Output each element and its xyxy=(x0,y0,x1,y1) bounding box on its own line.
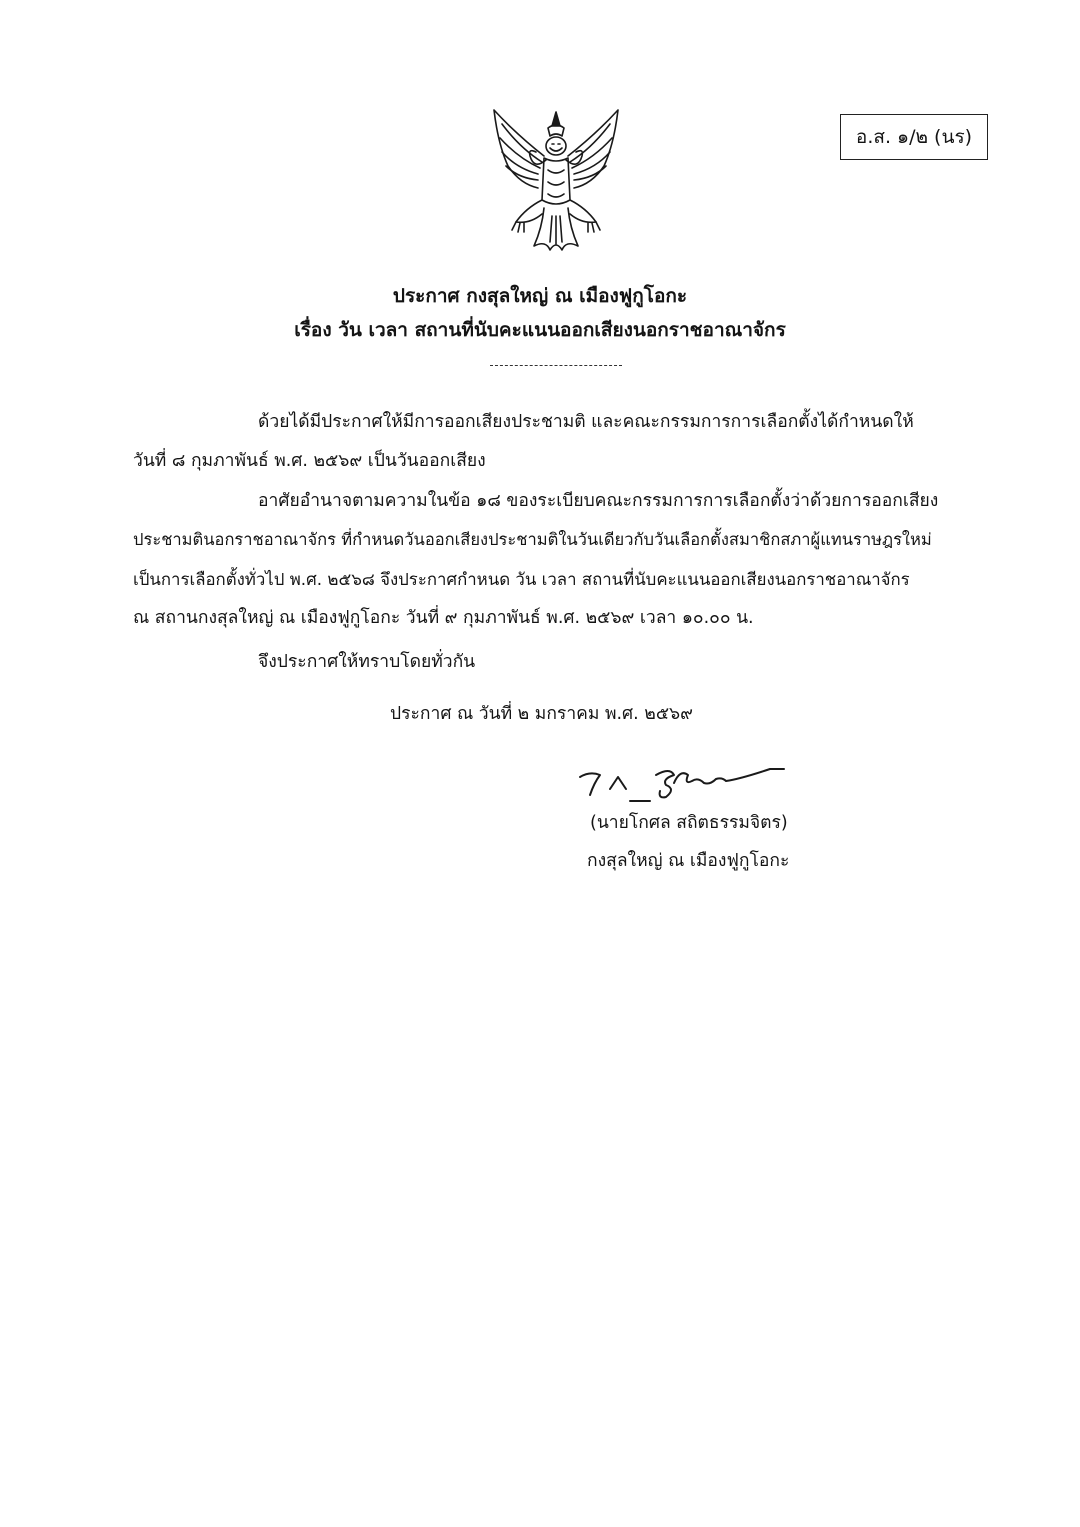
paragraph-2-line-2: ประชามตินอกราชอาณาจักร ที่กำหนดวันออกเสียงประชามติในวันเดียวกับวันเลือกตั้งสมาชิกสภาผู้แทนราษฎรใหม่ xyxy=(133,530,932,549)
paragraph-1-line-2: วันที่ ๘ กุมภาพันธ์ พ.ศ. ๒๕๖๙ เป็นวันออกเสียง xyxy=(133,451,486,471)
paragraph-2-line-1: อาศัยอำนาจตามความในข้อ ๑๘ ของระเบียบคณะกรรมการการเลือกตั้งว่าด้วยการออกเสียง xyxy=(258,491,939,511)
paragraph-2-line-4: ณ สถานกงสุลใหญ่ ณ เมืองฟูกูโอกะ วันที่ ๙ กุมภาพันธ์ พ.ศ. ๒๕๖๙ เวลา ๑๐.๐๐ น. xyxy=(133,608,754,628)
announce-date: ประกาศ ณ วันที่ ๒ มกราคม พ.ศ. ๒๕๖๙ xyxy=(390,704,693,724)
handwritten-signature xyxy=(570,755,800,805)
title-divider xyxy=(490,365,622,366)
paragraph-3: จึงประกาศให้ทราบโดยทั่วกัน xyxy=(258,652,476,672)
announcement-title: ประกาศ กงสุลใหญ่ ณ เมืองฟูกูโอกะ xyxy=(392,285,688,307)
signer-name: (นายโกศล สถิตธรรมจิตร) xyxy=(590,813,788,833)
signer-position: กงสุลใหญ่ ณ เมืองฟูกูโอกะ xyxy=(587,851,790,871)
garuda-emblem-icon xyxy=(486,104,626,254)
form-code-box: อ.ส. ๑/๒ (นร) xyxy=(840,114,988,160)
paragraph-1-line-1: ด้วยได้มีประกาศให้มีการออกเสียงประชามติ และคณะกรรมการการเลือกตั้งได้กำหนดให้ xyxy=(258,412,914,432)
announcement-subject: เรื่อง วัน เวลา สถานที่นับคะแนนออกเสียงนอกราชอาณาจักร xyxy=(294,319,786,341)
paragraph-2-line-3: เป็นการเลือกตั้งทั่วไป พ.ศ. ๒๕๖๘ จึงประกาศกำหนด วัน เวลา สถานที่นับคะแนนออกเสียงนอกราชอาณาจักร xyxy=(133,569,910,589)
